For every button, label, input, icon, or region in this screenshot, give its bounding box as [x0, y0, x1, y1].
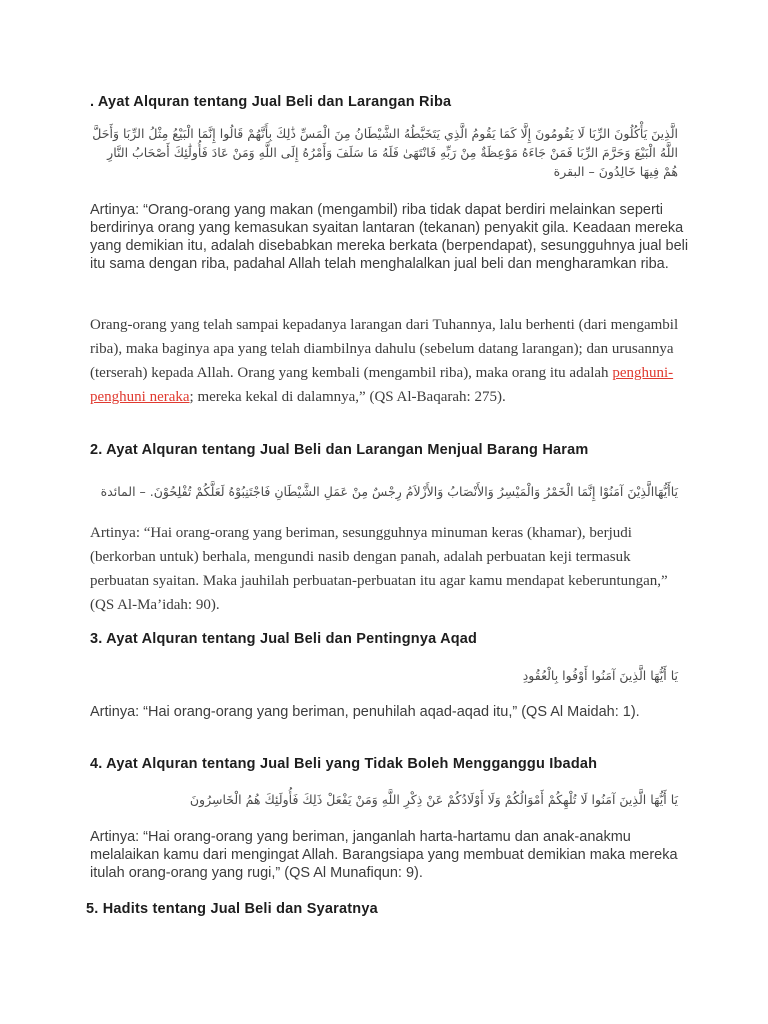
section-3-arabic-verse: يَا أَيُّهَا الَّذِينَ آمَنُوا أَوْفُوا بِالْعُقُودِ: [522, 668, 678, 683]
section-1-heading: . Ayat Alquran tentang Jual Beli dan Larangan Riba: [90, 94, 452, 110]
section-3-translation: Artinya: “Hai orang-orang yang beriman, penuhilah aqad-aqad itu,” (QS Al Maidah: 1).: [90, 704, 640, 720]
section-4-translation: Artinya: “Hai orang-orang yang beriman, janganlah harta-hartamu dan anak-anakmu melalaikan kamu dari mengingat Allah. Barangsiapa yang membuat demikian maka mereka itulah orang-orang yang rugi,” (QS Al Munafiqun: 9).: [90, 829, 678, 881]
continuation-text-after: ; mereka kekal di dalamnya,” (QS Al-Baqarah: 275).: [189, 389, 506, 405]
section-4-heading: 4. Ayat Alquran tentang Jual Beli yang Tidak Boleh Mengganggu Ibadah: [90, 756, 598, 772]
section-2-arabic-verse: يَاأَيُّهَاالَّذِيْنَ آمَنُوْا إِنَّمَا الْخَمْرُ وَالْمَيْسِرُ وَالأَنْصَابُ وَالأَزْلاَمُ رِجْسٌ مِنْ عَمَلِ الشَّيْطَانِ فَاجْتَنِبُوْهُ لَعَلَّكُمْ تُفْلِحُوْنَ. – المائدة: [100, 484, 678, 499]
section-1-arabic-verse: الَّذِينَ يَأْكُلُونَ الرِّبَا لَا يَقُومُونَ إِلَّا كَمَا يَقُومُ الَّذِي يَتَخَبَّطُهُ الشَّيْطَانُ مِنَ الْمَسِّ ذَٰلِكَ بِأَنَّهُمْ قَالُوا إِنَّمَا الْبَيْعُ مِثْلُ الرِّبَا وَأَحَلَّ اللَّهُ الْبَيْعَ وَحَرَّمَ الرِّبَا فَمَنْ جَاءَهُ مَوْعِظَةٌ مِنْ رَبِّهِ فَانْتَهَىٰ فَلَهُ مَا سَلَفَ وَأَمْرُهُ إِلَى اللَّهِ وَمَنْ عَادَ فَأُولَٰئِكَ أَصْحَابُ النَّارِ هُمْ فِيهَا خَالِدُونَ – البقرة: [92, 126, 678, 179]
section-1-translation-continued: [90, 313, 690, 409]
penghuni-neraka-link[interactable]: penghuni-penghuni neraka: [90, 365, 674, 405]
section-2-heading: 2. Ayat Alquran tentang Jual Beli dan Larangan Menjual Barang Haram: [90, 442, 589, 458]
section-3-heading: 3. Ayat Alquran tentang Jual Beli dan Pentingnya Aqad: [90, 631, 478, 647]
section-4-arabic-verse: يَا أَيُّهَا الَّذِينَ آمَنُوا لَا تُلْهِكُمْ أَمْوَالُكُمْ وَلَا أَوْلَادُكُمْ عَنْ ذِكْرِ اللَّهِ وَمَنْ يَفْعَلْ ذَلِكَ فَأُولَئِكَ هُمُ الْخَاسِرُونَ: [189, 792, 678, 807]
section-2-translation: Artinya: “Hai orang-orang yang beriman, sesungguhnya minuman keras (khamar), berjudi (berkorban untuk) berhala, mengundi nasib dengan panah, adalah perbuatan keji termasuk perbuatan syaitan. Maka jauhilah perbuatan-perbuatan itu agar kamu mendapat keberuntungan,” (QS Al-Ma’idah: 90).: [90, 525, 668, 613]
continuation-text-before: Orang-orang yang telah sampai kepadanya larangan dari Tuhannya, lalu berhenti (dari mengambil riba), maka baginya apa yang telah diambilnya dahulu (sebelum datang larangan); dan urusannya (terserah) kepada Allah. Orang yang kembali (mengambil riba), maka orang itu adalah: [90, 317, 679, 381]
section-1-translation: Artinya: “Orang-orang yang makan (mengambil) riba tidak dapat berdiri melainkan seperti berdirinya orang yang kemasukan syaitan lantaran (tekanan) penyakit gila. Keadaan mereka yang demikian itu, adalah disebabkan mereka berkata (berpendapat), sesungguhnya jual beli itu sama dengan riba, padahal Allah telah menghalalkan jual beli dan mengharamkan riba.: [90, 202, 689, 272]
section-5-heading: 5. Hadits tentang Jual Beli dan Syaratnya: [86, 901, 378, 917]
